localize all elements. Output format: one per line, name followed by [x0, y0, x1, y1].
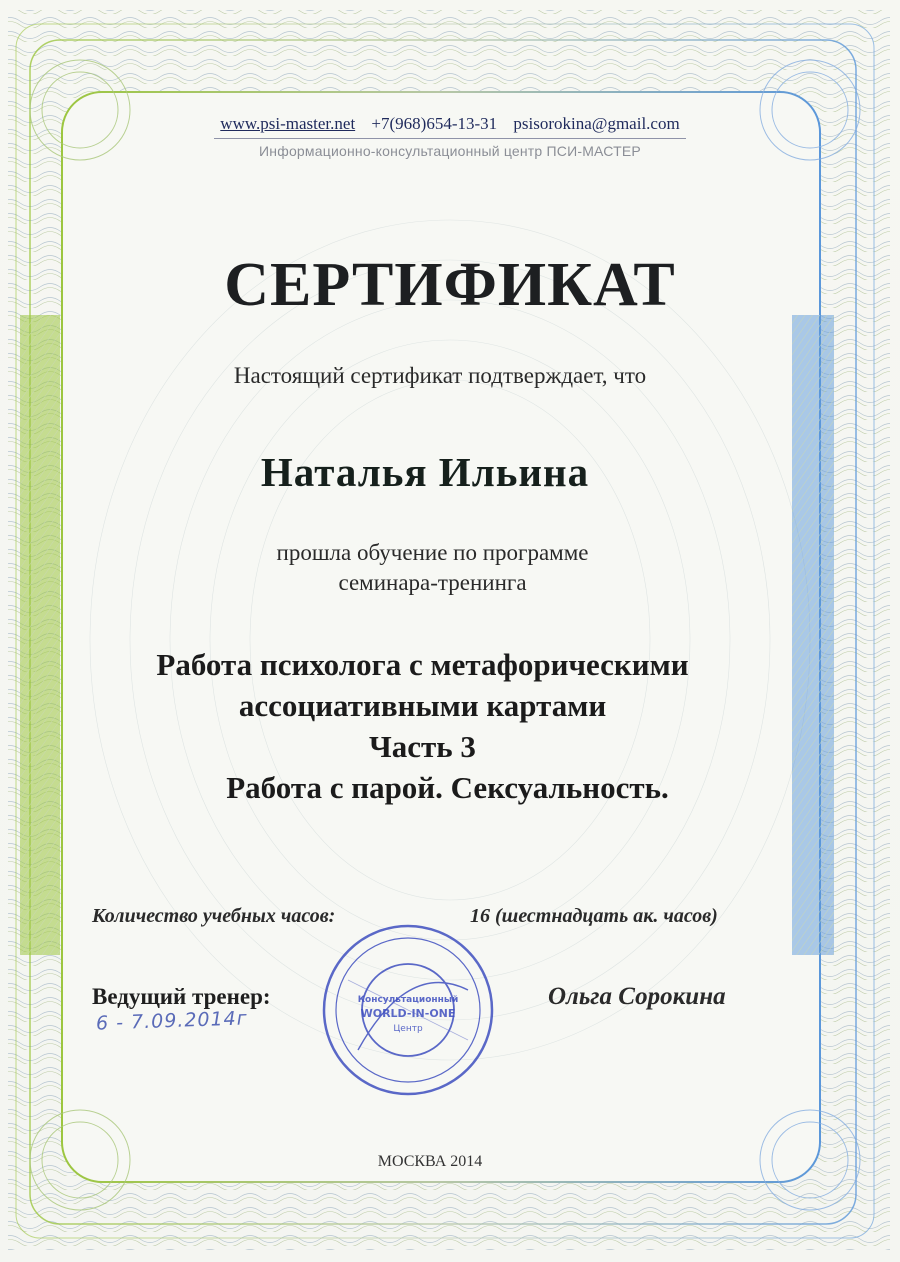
- program-part: Часть 3: [369, 729, 476, 764]
- program-subtitle: Работа с парой. Сексуальность.: [226, 770, 669, 805]
- stamp-center-text: Консультационный: [357, 995, 459, 1005]
- organization-name: Информационно-консультационный центр ПСИ-МАСТЕР: [259, 143, 641, 159]
- stamp-sub-text: Центр: [393, 1024, 423, 1034]
- contact-line: [214, 114, 685, 139]
- trainer-name: Ольга Сорокина: [548, 983, 726, 1010]
- hours-value: 16 (шестнадцать ак. часов): [470, 905, 718, 927]
- phone-number: +7(968)654-13-31: [371, 114, 498, 133]
- program-line-1: Работа психолога с метафорическими: [156, 647, 689, 682]
- website-link[interactable]: www.psi-master.net: [220, 114, 356, 133]
- training-statement: [0, 538, 865, 598]
- hours-label: Количество учебных часов:: [92, 905, 336, 927]
- training-line-2: семинара-тренинга: [338, 570, 527, 595]
- organization-stamp: [318, 920, 498, 1100]
- recipient-name: Наталья Ильина: [260, 449, 590, 495]
- program-line-2: ассоциативными картами: [238, 688, 607, 723]
- confirm-text: Настоящий сертификат подтверждает, что: [233, 363, 647, 388]
- handwritten-date: 6 - 7.09.2014г: [95, 1007, 249, 1035]
- contact-header: [0, 114, 900, 159]
- trainer-label: Ведущий тренер:: [92, 984, 271, 1009]
- training-line-1: прошла обучение по программе: [276, 540, 589, 565]
- email-address: psisorokina@gmail.com: [513, 114, 680, 133]
- program-title: [0, 644, 845, 808]
- certificate-title: СЕРТИФИКАТ: [224, 251, 676, 319]
- city-year: МОСКВА 2014: [377, 1153, 483, 1170]
- stamp-brand-text: WORLD-IN-ONE: [360, 1007, 456, 1020]
